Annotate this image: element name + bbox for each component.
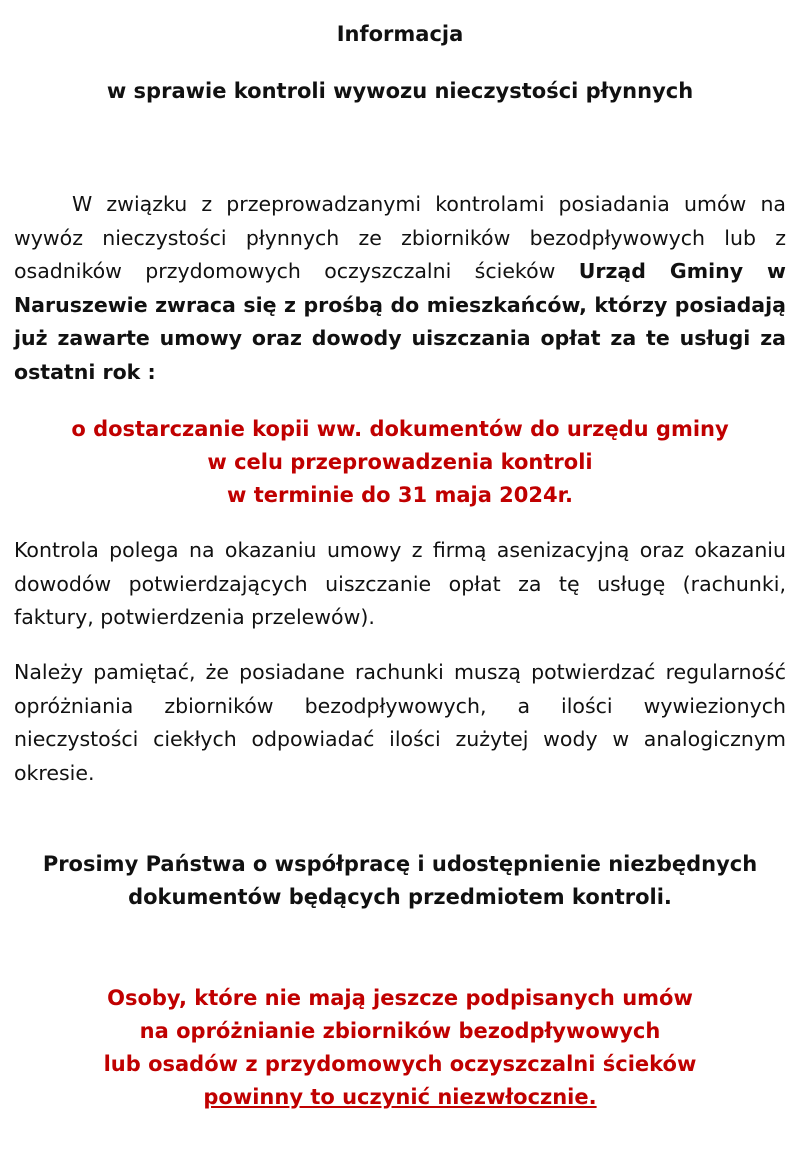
red-notice-line-4: powinny to uczynić niezwłocznie.	[203, 1085, 597, 1109]
control-paragraph: Kontrola polega na okazaniu umowy z firmą asenizacyjną oraz okazaniu dowodów potwierdzających uiszczanie opłat za tę usługę (rachunki, faktury, potwierdzenia przelewów).	[14, 538, 786, 629]
red-request-line-1: o dostarczanie kopii ww. dokumentów do urzędu gminy	[71, 417, 729, 441]
cooperation-block	[0, 848, 800, 914]
document-subtitle: w sprawie kontroli wywozu nieczystości płynnych	[106, 79, 694, 103]
red-notice-line-1: Osoby, które nie mają jeszcze podpisanych umów	[107, 986, 693, 1010]
intro-bold-text: Urząd Gminy w Naruszewie zwraca się z prośbą do mieszkańców, którzy posiadają już zawarte umowy oraz dowody uiszczania opłat za te usługi za ostatni rok :	[14, 259, 786, 384]
intro-paragraph	[14, 188, 786, 389]
intro-normal-text: W związku z przeprowadzanymi kontrolami posiadania umów na wywóz nieczystości płynnych ze zbiorników bezodpływowych lub z osadników przydomowych oczyszczalni ścieków	[14, 192, 786, 283]
document-title: Informacja	[336, 22, 464, 46]
red-request-line-3: w terminie do 31 maja 2024r.	[227, 483, 573, 507]
red-notice-line-4-wrap	[0, 1081, 800, 1114]
red-notice-line-2: na opróżnianie zbiorników bezodpływowych	[139, 1019, 661, 1043]
cooperation-line-2: dokumentów będących przedmiotem kontroli.	[128, 885, 672, 909]
red-request-block	[0, 413, 800, 512]
red-notice-block	[0, 982, 800, 1114]
remember-paragraph: Należy pamiętać, że posiadane rachunki muszą potwierdzać regularność opróżniania zbiorników bezodpływowych, a ilości wywiezionych nieczystości ciekłych odpowiadać ilości zużytej wody w analogicznym okresie.	[14, 660, 786, 785]
cooperation-line-1: Prosimy Państwa o współpracę i udostępnienie niezbędnych	[42, 852, 758, 876]
red-request-line-2: w celu przeprowadzenia kontroli	[207, 450, 593, 474]
red-notice-line-3: lub osadów z przydomowych oczyszczalni ścieków	[103, 1052, 697, 1076]
